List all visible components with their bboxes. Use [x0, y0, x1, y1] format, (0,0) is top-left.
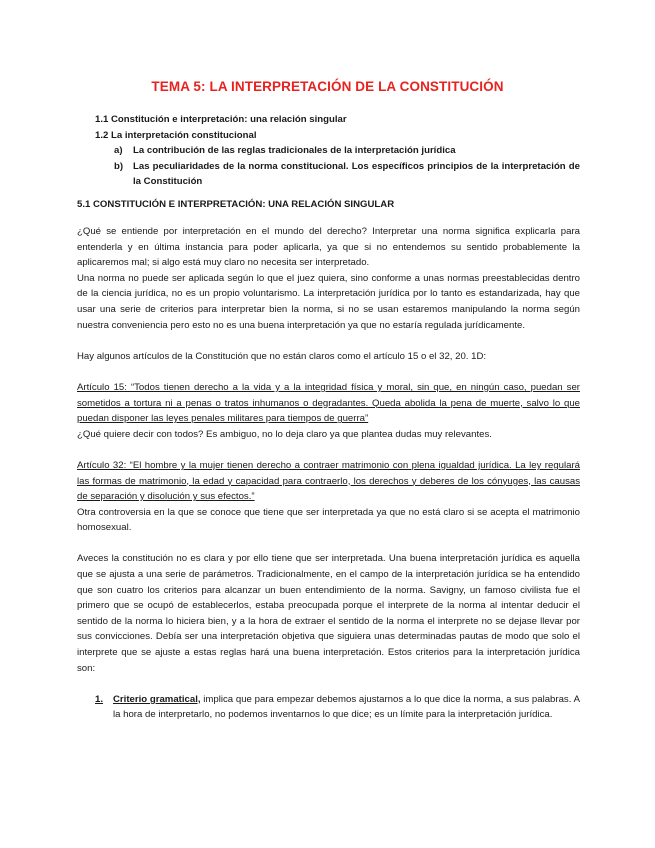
paragraph-3: Hay algunos artículos de la Constitución que no están claros como el artículo 15 o el 32, 20. 1D: — [77, 350, 487, 362]
paragraph-2: Una norma no puede ser aplicada según lo que el juez quiera, sino conforme a unas normas preestablecidas dentro de la ciencia jurídica, no es un propio voluntarismo. La interpretación jurídica por lo tanto es estandarizada, hay que usar una serie de criterios para interpretar bien la norma, si no se usan estaremos manipulando la norma según nuestra conveniencia pero esto no es una buena interpretación ya que no estaría regulada jurídicamente. — [77, 272, 580, 331]
toc-item-1-2: 1.2 La interpretación constitucional — [95, 129, 257, 141]
toc-subitem-a-text: La contribución de las reglas tradicionales de la interpretación jurídica — [133, 145, 456, 156]
section-heading: 5.1 CONSTITUCIÓN E INTERPRETACIÓN: UNA RELACIÓN SINGULAR — [77, 199, 395, 210]
document-body — [77, 224, 580, 723]
toc-subitem-b-text: Las peculiaridades de la norma constitucional. Los específicos principios de la interpretación de la Constitución — [133, 160, 580, 187]
article-32-comment: Otra controversia en la que se conoce que tiene que ser interpretada ya que no está claro si se acepta el matrimonio homosexual. — [77, 506, 580, 534]
toc-subitem-a-letter: a) — [114, 145, 123, 156]
paragraph-spacer — [77, 442, 580, 458]
toc-subitem-b — [95, 159, 580, 190]
criteria-item-1-body — [113, 692, 580, 723]
criteria-item-1-number: 1. — [95, 693, 104, 705]
paragraph-4: Aveces la constitución no es clara y por ello tiene que ser interpretada. Una buena interpretación jurídica es aquella que se ajusta a una serie de parámetros. Tradicionalmente, en el campo de la interpretación jurídica se ha entendido que son cuatro los criterios para alcanzar un buen entendimiento de la norma. Savigny, un famoso civilista fue el primero que se ocupó de establecerlos, estaba preocupada porque el interprete de la norma al intentar deducir el sentido de la norma lo hiciera bien, y a la hora de extraer el sentido de la norma el interprete no se dejase llevar por sus convicciones. Debía ser una interpretación objetiva que siguiera unas determinadas pautas de modo que solo el interprete que se ajuste a estas reglas hará una buena interpretación. Estos criterios para la interpretación jurídica son: — [77, 553, 580, 674]
criteria-item-1-term: Criterio gramatical, — [113, 693, 201, 705]
table-of-contents — [95, 112, 580, 190]
article-32-quote: Artículo 32: “El hombre y la mujer tienen derecho a contraer matrimonio con plena igualdad jurídica. La ley regulará las formas de matrimonio, la edad y capacidad para contraerlo, los derechos y deberes de los cónyuges, las causas de separación y disolución y sus efectos.” — [77, 459, 580, 503]
toc-subitem-b-letter: b) — [114, 160, 124, 172]
paragraph-spacer — [77, 536, 580, 552]
toc-item-1-1: 1.1 Constitución e interpretación: una relación singular — [95, 114, 347, 125]
paragraph-spacer — [77, 364, 580, 380]
article-15-comment: ¿Qué quiere decir con todos? Es ambiguo, no lo deja claro ya que plantea dudas muy relevantes. — [77, 428, 492, 440]
criteria-item-1-text: implica que para empezar debemos ajustarnos a lo que dice la norma, a sus palabras. A la hora de interpretarlo, no podemos inventarnos lo que dice; es un límite para la interpretación jurídica. — [113, 693, 580, 721]
toc-subitem-a — [95, 143, 580, 159]
criteria-list-item-1 — [77, 692, 580, 723]
article-15-quote: Artículo 15: “Todos tienen derecho a la vida y a la integridad física y moral, sin que, en ningún caso, puedan ser sometidos a tortura ni a penas o tratos inhumanos o degradantes. Queda abolida la pena de muerte, salvo lo que puedan disponer las leyes penales militares para tiempos de guerra” — [77, 381, 580, 425]
paragraph-1: ¿Qué se entiende por interpretación en el mundo del derecho? Interpretar una norma significa explicarla para entenderla y en última instancia para poder aplicarla, ya que si no entendemos su sentido probablemente la aplicaremos mal; si algo está muy claro no necesita ser interpretado. — [77, 226, 580, 269]
page-title: TEMA 5: LA INTERPRETACIÓN DE LA CONSTITUCIÓN — [151, 79, 504, 94]
paragraph-spacer — [77, 333, 580, 349]
paragraph-spacer — [77, 676, 580, 692]
